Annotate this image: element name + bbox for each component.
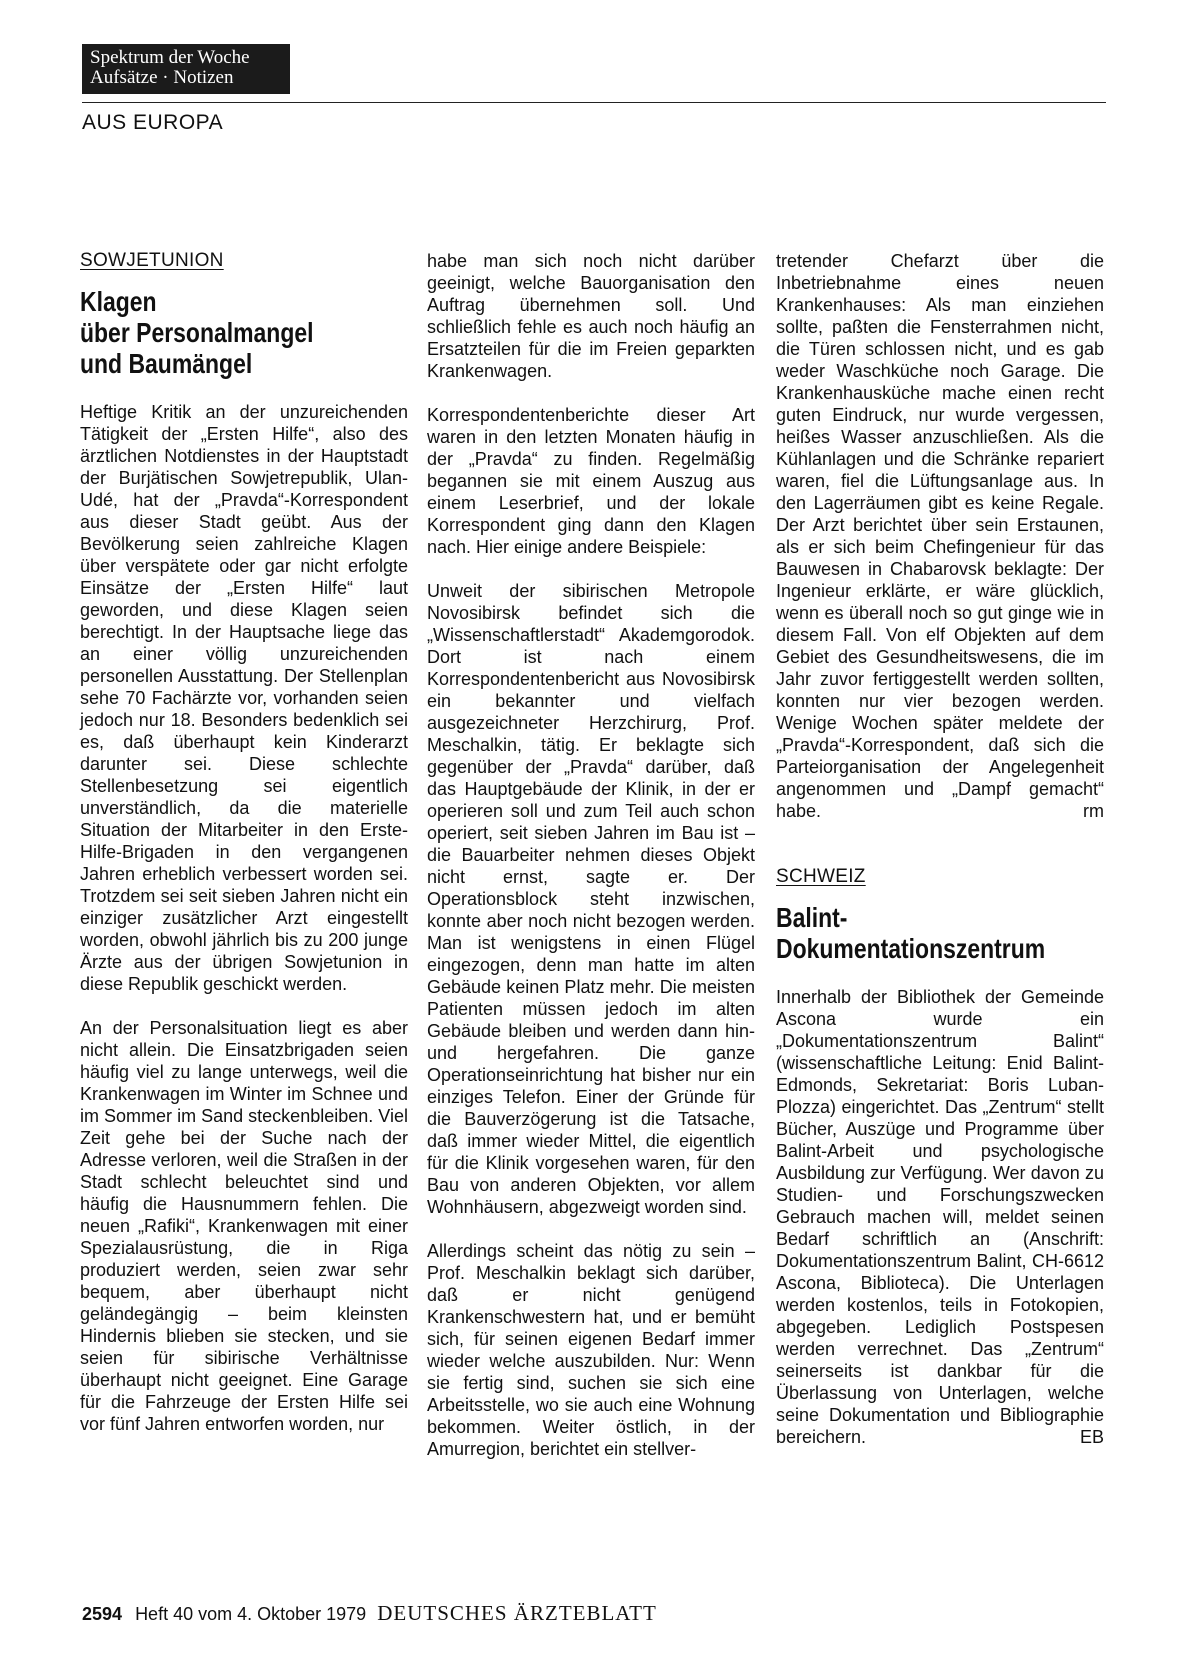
headline-line: und Baumängel — [80, 348, 253, 379]
article1-author-initials: rm — [1083, 801, 1104, 821]
headline-line: über Personalmangel — [80, 317, 314, 348]
section-title: AUS EUROPA — [82, 111, 224, 134]
column-2 — [427, 250, 755, 1482]
article2-paragraph — [776, 986, 1104, 1448]
article2-paragraph-text: Innerhalb der Bibliothek der Gemeinde Ascona wurde ein „Dokumentationszentrum Balint“ (wissenschaftliche Leitung: Enid Balint-Edmonds, Sekretariat: Boris Luban-Plozza) eingerichtet. Das „Zentrum“ stellt Bücher, Auszüge und Programme über Balint-Arbeit und psychologische Ausbildung zur Verfügung. Wer davon zu Studien- und Forschungszwecken Gebrauch machen will, meldet seinen Bedarf schriftlich an (Anschrift: Dokumentationszentrum Balint, CH-6612 Ascona, Biblioteca). Die Unterlagen werden kostenlos, teils in Fotokopien, abgegeben. Lediglich Postspesen werden verrechnet. Das „Zentrum“ seinerseits ist dankbar für die Überlassung von Unterlagen, welche seine Dokumentation und Bibliographie bereichern. — [776, 987, 1104, 1447]
article1-paragraph — [776, 250, 1104, 822]
article1-paragraph-text: tretender Chefarzt über die Inbetriebnahme eines neuen Krankenhauses: Als man einziehen sollte, paßten die Fensterrahmen nicht, die Türen schlossen nicht, und es gab weder Waschküche noch Garage. Die Krankenhausküche mache einen recht guten Eindruck, nur wurde vergessen, heißes Wasser anzuschließen. Als die Kühlanlagen und die Schränke repariert waren, fiel die Lüftungsanlage aus. In den Lagerräumen gibt es keine Regale. Der Arzt berichtet über sein Erstaunen, als er sich beim Chefingenieur für das Bauwesen in Chabarovsk beklagte: Der Ingenieur erklärte, er wäre glücklich, wenn es überall noch so gut ginge wie in diesem Fall. Von elf Objekten auf dem Gebiet des Gesundheitswesens, die im Jahr zuvor fertiggestellt werden sollten, konnten nur vier bezogen werden. Wenige Wochen später meldete der „Pravda“-Korrespondent, daß sich die Parteiorganisation der Angelegenheit angenommen und „Dampf gemacht“ habe. — [776, 251, 1104, 821]
article2-author-initials: EB — [1079, 1427, 1104, 1447]
article1-paragraph: habe man sich noch nicht darüber geeinigt, welche Bauorganisation den Auftrag übernehmen soll. Und schließlich fehle es auch noch häufig an Ersatzteilen für die im Freien geparkten Krankenwagen. — [427, 251, 755, 381]
article1-paragraph: Heftige Kritik an der unzureichenden Tätigkeit der „Ersten Hilfe“, also des ärztlichen Notdienstes in der Hauptstadt der Burjätischen Sowjetrepublik, Ulan-Udé, hat der „Pravda“-Korrespondent aus dieser Stadt geübt. Aus der Bevölkerung seien zahlreiche Klagen über verspätete oder gar nicht erfolgte Einsätze der „Ersten Hilfe“ laut geworden, und diese Klagen seien berechtigt. In der Hauptsache liege das an einer völlig unzureichenden personellen Ausstattung. Der Stellenplan sehe 70 Fachärzte vor, vorhanden seien jedoch nur 18. Besonders bedenklich sei es, daß überhaupt kein Kinderarzt darunter sei. Diese schlechte Stellenbesetzung sei eigentlich unverständlich, da die materielle Situation der Mitarbeiter in den Erste-Hilfe-Brigaden in den vergangenen Jahren erheblich verbessert worden sei. Trotzdem sei seit sieben Jahren nicht ein einziger zusätzlicher Arzt eingestellt worden, obwohl jährlich bis zu 200 junge Ärzte aus der übrigen Sowjetunion in diese Republik geschickt werden. — [80, 402, 408, 994]
header-rule — [82, 102, 1106, 103]
page-footer — [82, 1601, 657, 1626]
article1-headline — [80, 286, 408, 379]
article1-paragraph: An der Personalsituation liegt es aber nicht allein. Die Einsatzbrigaden seien häufig viel zu lange unterwegs, weil die Krankenwagen im Winter im Schnee und im Sommer im Sand steckenbleiben. Viel Zeit gehe bei der Suche nach der Adresse verloren, weil die Straßen in der Stadt schlecht beleuchtet sind und häufig die Hausnummern fehlen. Die neuen „Rafiki“, Krankenwagen mit einer Spezialausrüstung, die in Riga produziert werden, seien zwar sehr bequem, aber überhaupt nicht geländegängig – beim kleinsten Hindernis blieben sie stecken, und sie seien für sibirische Verhältnisse überhaupt nicht geeignet. Eine Garage für die Fahrzeuge der Ersten Hilfe sei vor fünf Jahren entworfen worden, nur — [80, 1018, 408, 1434]
article1-paragraph: Allerdings scheint das nötig zu sein – Prof. Meschalkin beklagt sich darüber, daß er nicht genügend Krankenschwestern hat, und er bemüht sich, für seinen eigenen Bedarf immer wieder welche auszubilden. Nur: Wenn sie fertig sind, suchen sie sich eine Arbeitsstelle, wo sie auch eine Wohnung bekommen. Weiter östlich, in der Amurregion, berichtet ein stellver- — [427, 1241, 755, 1459]
rubric-title: Spektrum der Woche — [90, 47, 250, 68]
article1-kicker: SOWJETUNION — [80, 250, 224, 271]
column-1 — [80, 250, 408, 1457]
rubric-badge — [82, 44, 290, 94]
article1-paragraph: Unweit der sibirischen Metropole Novosibirsk befindet sich die „Wissenschaftlerstadt“ Akademgorodok. Dort ist nach einem Korrespondentenbericht aus Novosibirsk ein bekannter und vielfach ausgezeichneter Herzchirurg, Prof. Meschalkin, tätig. Er beklagte sich gegenüber der „Pravda“ darüber, daß das Hauptgebäude der Klinik, in der er operieren soll und zum Teil auch schon operiert, seit sieben Jahren im Bau ist – die Bauarbeiter nehmen dieses Objekt nicht ernst, sagte er. Der Operationsblock steht inzwischen, konnte aber noch nicht bezogen werden. Man ist wenigstens in einen Flügel eingezogen, denn man hatte im alten Gebäude keinen Platz mehr. Die meisten Patienten müssen jedoch im alten Gebäude bleiben und werden dann hin- und hergefahren. Die ganze Operationseinrichtung hat bisher nur ein einziges Telefon. Einer der Gründe für die Bauverzögerung ist die Tatsache, daß immer wieder Mittel, die eigentlich für die Klinik vorgesehen waren, für den Bau von anderen Objekten, vor allem Wohnhäusern, abgezweigt worden sind. — [427, 581, 755, 1217]
headline-line: Dokumentationszentrum — [776, 933, 1046, 964]
journal-name: DEUTSCHES ÄRZTEBLATT — [377, 1601, 657, 1625]
article2-kicker: SCHWEIZ — [776, 866, 866, 887]
headline-line: Klagen — [80, 286, 157, 317]
headline-line: Balint- — [776, 902, 848, 933]
rubric-subtitle: Aufsätze · Notizen — [90, 67, 234, 88]
article1-paragraph: Korrespondentenberichte dieser Art waren in den letzten Monaten häufig in der „Pravda“ zu finden. Regelmäßig begannen sie mit einem Auszug aus einem Leserbrief, und der lokale Korrespondent ging dann den Klagen nach. Hier einige andere Beispiele: — [427, 405, 755, 557]
article2-headline — [776, 902, 1104, 964]
issue-info: Heft 40 vom 4. Oktober 1979 — [135, 1604, 367, 1624]
page-number: 2594 — [82, 1604, 123, 1624]
column-3 — [776, 250, 1104, 1470]
